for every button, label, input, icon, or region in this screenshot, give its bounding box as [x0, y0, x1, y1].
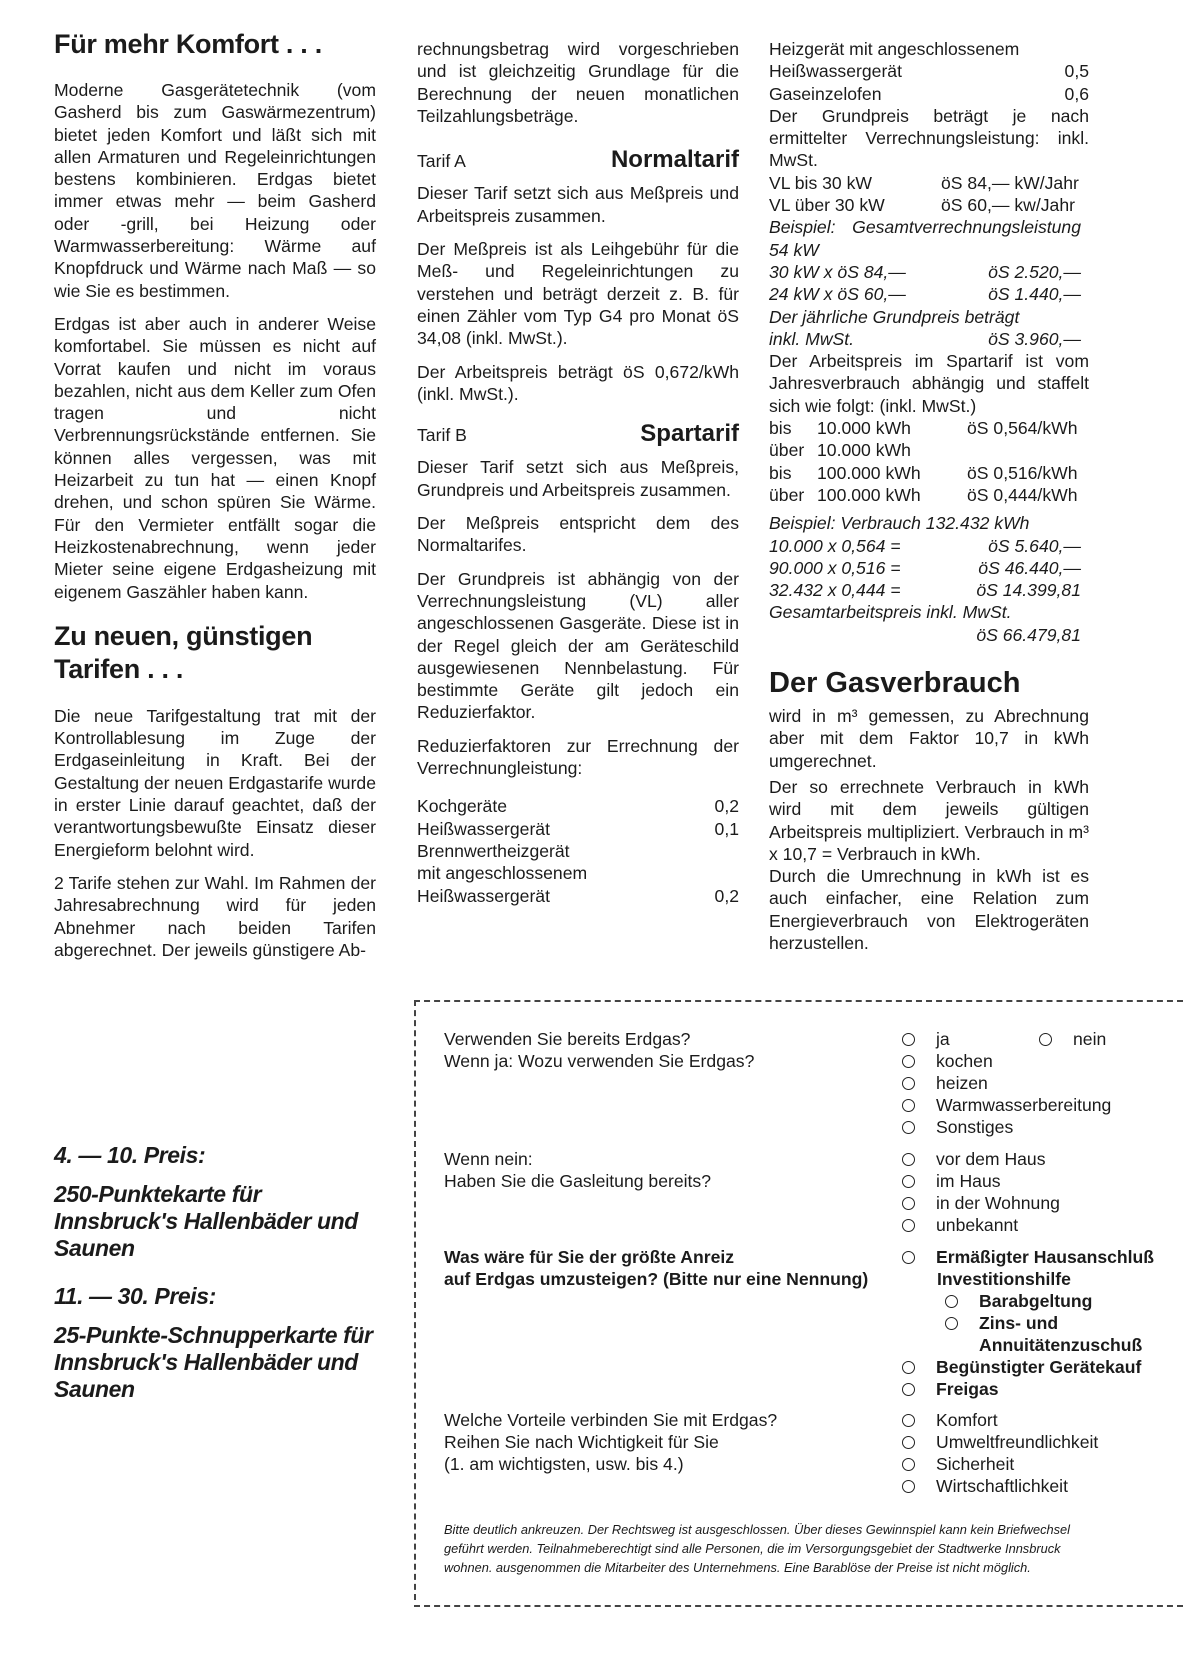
factor-row — [417, 885, 739, 907]
option-barabgeltung[interactable] — [902, 1290, 1182, 1312]
paragraph: Moderne Gasgerätetechnik (vom Gasherd bis zum Gaswärmezentrum) bietet jeden Komfort und läßt sich mit allen Armaturen und Regeleinrichtungen bestens kombinieren. Erdgas bietet immer etwas mehr — beim Gasherd oder -grill, bei Heizung oder Warmwasserbereitung: Wärme auf Knopfdruck und Wärme nach Maß — so wie Sie es bestimmen. — [54, 80, 376, 301]
tier-amount: 10.000 kWh — [817, 440, 911, 461]
radio-circle[interactable] — [902, 1219, 915, 1232]
prize-4-10 — [54, 1142, 374, 1262]
paragraph: Der so errechnete Verbrauch in kWh wird mit dem jeweils gültigen Arbeitspreis multipliziert. Verbrauch in m³ x 10,7 = Verbrauch in kWh. — [769, 776, 1089, 864]
option-sonstiges[interactable] — [902, 1116, 1182, 1138]
tier-cond: über — [769, 484, 805, 505]
factor-device: Gaseinzelofen — [769, 83, 882, 104]
factor-value: 0,6 — [1064, 83, 1089, 104]
survey-question-4 — [444, 1409, 904, 1475]
example-total-label: inkl. MwSt. — [769, 328, 855, 349]
option-label: unbekannt — [936, 1215, 1019, 1235]
question-text: Wenn ja: Wozu verwenden Sie Erdgas? — [444, 1051, 755, 1071]
option-label: ja — [936, 1029, 950, 1049]
factor-device: Heißwassergerät — [417, 818, 550, 839]
tier-price: öS 0,564/kWh — [967, 418, 1078, 439]
column-2 — [417, 38, 739, 907]
survey-options-4 — [902, 1409, 1182, 1497]
example-total: öS 66.479,81 — [976, 624, 1081, 645]
vl-label: VL über 30 kW — [769, 195, 885, 216]
paragraph: Reduzierfaktoren zur Errechnung der Verrechnungleistung: — [417, 735, 739, 779]
paragraph: Die neue Tarifgestaltung trat mit der Kontrollablesung im Zuge der Erdgaseinleitung in Kraft. Bei der Gestaltung der neuen Erdgastarife wurde in erster Linie darauf geachtet, daß der verantwortungsbewußte Einsatz dieser Energieform belohnt wird. — [54, 705, 376, 860]
option-im-haus[interactable] — [902, 1170, 1182, 1192]
survey-question-3 — [444, 1246, 904, 1290]
factor-row — [417, 862, 739, 884]
tier-price: öS 0,444/kWh — [967, 484, 1078, 505]
example-calc: 24 kW x öS 60,— — [769, 284, 906, 305]
disclaimer-line: wohnen. ausgenommen die Mitarbeiter des Unternehmens. Eine Barablöse der Preise ist nicht möglich. — [444, 1560, 1031, 1575]
factor-device: Brennwertheizgerät — [417, 840, 570, 861]
question-text: Reihen Sie nach Wichtigkeit für Sie — [444, 1432, 719, 1452]
question-text: Was wäre für Sie der größte Anreiz — [444, 1247, 735, 1267]
question-text: Haben Sie die Gasleitung bereits? — [444, 1171, 712, 1191]
radio-circle[interactable] — [902, 1153, 915, 1166]
option-freigas[interactable] — [902, 1378, 1182, 1400]
radio-circle[interactable] — [945, 1295, 958, 1308]
option-label: Begünstigter Gerätekauf — [936, 1357, 1142, 1377]
example-calc: 32.432 x 0,444 = — [769, 580, 901, 601]
option-label: Investitionshilfe — [937, 1269, 1071, 1289]
example-calc: 90.000 x 0,516 = — [769, 557, 901, 578]
option-label: Sonstiges — [936, 1117, 1014, 1137]
option-label: im Haus — [936, 1171, 1001, 1191]
option-ja[interactable] — [902, 1028, 1182, 1050]
paragraph: Der Arbeitspreis beträgt öS 0,672/kWh (inkl. MwSt.). — [417, 361, 739, 404]
paragraph: Der Meßpreis ist als Leihgebühr für die Meß- und Regeleinrichtungen zu verstehen und beträgt derzeit z. B. für einen Zähler vom Typ G4 pro Monat öS 34,08 (inkl. MwSt.). — [417, 239, 739, 349]
example-total-label: Der jährliche Grundpreis beträgt — [769, 306, 1020, 327]
option-komfort[interactable] — [902, 1409, 1182, 1431]
question-text: Wenn nein: — [444, 1149, 533, 1169]
prize-11-30 — [54, 1283, 374, 1403]
factor-value: 0,2 — [714, 796, 739, 817]
coupon-border-top — [414, 1000, 1183, 1002]
option-label: Umweltfreundlichkeit — [936, 1432, 1099, 1452]
radio-circle[interactable] — [902, 1121, 915, 1134]
survey-question-1 — [444, 1028, 904, 1072]
vl-price: öS 84,— kW/Jahr — [941, 172, 1079, 193]
option-zinszuschuss[interactable] — [902, 1312, 1182, 1334]
tier-amount: 100.000 kWh — [817, 484, 921, 505]
heading-mehr-komfort: Für mehr Komfort . . . — [54, 29, 322, 59]
radio-circle[interactable] — [1039, 1033, 1052, 1046]
option-label: Sicherheit — [936, 1454, 1015, 1474]
disclaimer-line: geführt werden. Teilnahmeberechtigt sind alle Personen, die im Versorgungsgebiet der Stadtwerke Innsbruck — [444, 1541, 1061, 1556]
tier-row — [769, 439, 1089, 461]
radio-circle[interactable] — [902, 1055, 915, 1068]
example-row — [769, 283, 1081, 305]
question-text: Verwenden Sie bereits Erdgas? — [444, 1029, 691, 1049]
disclaimer — [444, 1520, 1183, 1577]
example-total-label: Gesamtarbeitspreis inkl. MwSt. — [769, 602, 1012, 623]
factor-device: Heißwassergerät — [769, 61, 902, 82]
example-result: öS 1.440,— — [988, 284, 1081, 305]
column-3 — [769, 38, 1089, 954]
paragraph: Durch die Umrechnung in kWh ist es auch einfacher, eine Relation zum Energieverbrauch von Elektrogeräten herzustellen. — [769, 866, 1089, 953]
survey-options-3 — [902, 1246, 1182, 1400]
option-heizen[interactable] — [902, 1072, 1182, 1094]
radio-circle[interactable] — [902, 1175, 915, 1188]
factor-device: mit angeschlossenem — [417, 863, 588, 884]
paragraph: wird in m³ gemessen, zu Abrechnung aber mit dem Faktor 10,7 in kWh umgerechnet. — [769, 706, 1089, 771]
example-row — [769, 557, 1081, 579]
option-wirtschaftlichkeit[interactable] — [902, 1475, 1182, 1497]
tarif-b-name: Spartarif — [640, 420, 739, 448]
option-label: heizen — [936, 1073, 988, 1093]
tarif-b-label: Tarif B — [417, 425, 467, 446]
heading-neue-tarife: Zu neuen, günstigen Tarifen . . . — [54, 620, 313, 684]
option-in-der-wohnung[interactable] — [902, 1192, 1182, 1214]
tarif-a-header — [417, 146, 739, 174]
vl-price: öS 60,— kw/Jahr — [941, 195, 1075, 216]
radio-circle[interactable] — [902, 1077, 915, 1090]
radio-circle[interactable] — [902, 1197, 915, 1210]
factor-table — [417, 795, 739, 906]
rank-circle[interactable] — [902, 1414, 915, 1427]
option-label: Annuitätenzuschuß — [979, 1335, 1143, 1355]
coupon-border-bottom — [414, 1605, 1183, 1607]
option-investitionshilfe — [902, 1268, 1182, 1290]
tarif-a-name: Normaltarif — [610, 146, 739, 174]
factor-device: Kochgeräte — [417, 796, 507, 817]
option-label: nein — [1073, 1029, 1107, 1049]
tier-amount: 100.000 kWh — [817, 462, 921, 483]
example-result: öS 46.440,— — [978, 557, 1081, 578]
example-title: Beispiel: Gesamtverrechnungsleistung 54 kW — [769, 217, 1081, 260]
tier-price: öS 0,516/kWh — [967, 462, 1078, 483]
option-geraetekauf[interactable] — [902, 1356, 1182, 1378]
option-label: Komfort — [936, 1410, 998, 1430]
option-label: in der Wohnung — [936, 1193, 1060, 1213]
option-sicherheit[interactable] — [902, 1453, 1182, 1475]
survey-question-2 — [444, 1148, 904, 1192]
tier-row — [769, 484, 1089, 506]
paragraph: Der Grundpreis ist abhängig von der Verrechnungsleistung (VL) aller angeschlossenen Gasgeräte. Diese ist in der Regel gleich der am Geräteschild ausgewiesenen Nennbelastung. Für bestimmte Geräte gilt jedoch ein Reduzierfaktor. — [417, 568, 739, 723]
paragraph: 2 Tarife stehen zur Wahl. Im Rahmen der Jahresabrechnung wird für jeden Abnehmer nach beiden Tarifen abgerechnet. Der jeweils günstigere Ab- — [54, 872, 376, 960]
vl-row — [769, 172, 1089, 194]
paragraph: Dieser Tarif setzt sich aus Meßpreis, Grundpreis und Arbeitspreis zusammen. — [417, 457, 739, 500]
question-text: (1. am wichtigsten, usw. bis 4.) — [444, 1454, 684, 1474]
example-total: öS 3.960,— — [988, 328, 1081, 349]
tier-amount: 10.000 kWh — [817, 418, 911, 439]
option-label: kochen — [936, 1051, 993, 1071]
example-result: öS 14.399,81 — [976, 580, 1081, 601]
option-label: Warmwasserbereitung — [936, 1095, 1112, 1115]
survey-options-1 — [902, 1028, 1182, 1138]
option-umweltfreundlichkeit[interactable] — [902, 1431, 1182, 1453]
factor-row — [417, 840, 739, 862]
paragraph: Der Meßpreis entspricht dem des Normaltarifes. — [417, 513, 739, 556]
tier-row — [769, 417, 1089, 439]
prize-description: 25-Punkte-Schnupperkarte für Innsbruck's Hallenbäder und Saunen — [54, 1322, 373, 1402]
option-label: Barabgeltung — [979, 1291, 1093, 1311]
paragraph: Dieser Tarif setzt sich aus Meßpreis und Arbeitspreis zusammen. — [417, 183, 739, 226]
question-text: auf Erdgas umzusteigen? (Bitte nur eine Nennung) — [444, 1269, 869, 1289]
prize-title: 11. — 30. Preis: — [54, 1283, 216, 1309]
example-result: öS 2.520,— — [988, 261, 1081, 282]
option-label: Freigas — [936, 1379, 999, 1399]
radio-circle[interactable] — [902, 1033, 915, 1046]
text-line: Heizgerät mit angeschlossenem — [769, 39, 1020, 59]
option-vor-dem-haus[interactable] — [902, 1148, 1182, 1170]
tier-cond: bis — [769, 462, 792, 483]
rank-circle[interactable] — [902, 1458, 915, 1471]
option-label: Zins- und — [979, 1313, 1059, 1333]
survey-options-2 — [902, 1148, 1182, 1236]
paragraph: Erdgas ist aber auch in anderer Weise komfortabel. Sie müssen es nicht auf Vorrat kaufen und nicht im voraus bezahlen, nicht aus dem Keller zum Ofen tragen und nicht Verbrennungsrückstände entfernen. Sie können alles vergessen, was mit Heizarbeit zu tun hat — einen Knopf drehen, und schon spüren Sie Wärme. Für den Vermieter entfällt sogar die Heizkostenabrechnung, wenn jeder Mieter seine eigene Erdgasheizung mit eigenem Gaszähler haben kann. — [54, 313, 376, 602]
factor-row — [417, 795, 739, 817]
factor-row — [769, 83, 1089, 105]
option-label: vor dem Haus — [936, 1149, 1046, 1169]
tier-cond: über — [769, 440, 805, 461]
example-title: Beispiel: Verbrauch 132.432 kWh — [769, 513, 1030, 534]
factor-value: 0,5 — [1064, 61, 1089, 82]
option-kochen[interactable] — [902, 1050, 1182, 1072]
radio-circle[interactable] — [902, 1361, 915, 1374]
option-label: Wirtschaftlichkeit — [936, 1476, 1068, 1496]
option-warmwasser[interactable] — [902, 1094, 1182, 1116]
prize-title: 4. — 10. Preis: — [54, 1142, 206, 1168]
paragraph: Der Arbeitspreis im Spartarif ist vom Jahresverbrauch abhängig und staffelt sich wie folgt: (inkl. MwSt.) — [769, 351, 1089, 416]
disclaimer-line: Bitte deutlich ankreuzen. Der Rechtsweg ist ausgeschlossen. Über dieses Gewinnspiel kann kein Briefwechsel — [444, 1522, 1070, 1537]
heading-gasverbrauch: Der Gasverbrauch — [769, 667, 1021, 700]
example-total-row — [769, 328, 1081, 350]
tarif-a-label: Tarif A — [417, 151, 466, 172]
radio-circle[interactable] — [902, 1099, 915, 1112]
coupon-border-left — [414, 1000, 416, 1600]
tarif-b-header — [417, 420, 739, 448]
option-annuitaetenzuschuss — [902, 1334, 1182, 1356]
example-row — [769, 261, 1081, 283]
factor-value: 0,1 — [714, 818, 739, 839]
example-row — [769, 579, 1081, 601]
rank-circle[interactable] — [902, 1480, 915, 1493]
factor-row — [417, 818, 739, 840]
option-unbekannt[interactable] — [902, 1214, 1182, 1236]
factor-value: 0,2 — [714, 885, 739, 906]
example-calc: 10.000 x 0,564 = — [769, 535, 901, 556]
paragraph: rechnungsbetrag wird vorgeschrieben und ist gleichzeitig Grundlage für die Berechnung der neuen monatlichen Teilzahlungsbeträge. — [417, 39, 739, 126]
vl-row — [769, 194, 1089, 216]
radio-circle[interactable] — [902, 1251, 915, 1264]
option-label: Ermäßigter Hausanschluß — [936, 1247, 1155, 1267]
vl-label: VL bis 30 kW — [769, 172, 872, 193]
rank-circle[interactable] — [902, 1436, 915, 1449]
radio-circle[interactable] — [902, 1383, 915, 1396]
question-text: Welche Vorteile verbinden Sie mit Erdgas? — [444, 1410, 778, 1430]
prize-description: 250-Punktekarte für Innsbruck's Hallenbäder und Saunen — [54, 1181, 358, 1261]
example-result: öS 5.640,— — [988, 535, 1081, 556]
option-hausanschluss[interactable] — [902, 1246, 1182, 1268]
paragraph: Der Grundpreis beträgt je nach ermittelter Verrechnungsleistung: inkl. MwSt. — [769, 105, 1089, 171]
tier-row — [769, 462, 1089, 484]
factor-row — [769, 60, 1089, 82]
radio-circle[interactable] — [945, 1317, 958, 1330]
column-1 — [54, 28, 376, 972]
factor-device: Heißwassergerät — [417, 885, 550, 906]
example-calc: 30 kW x öS 84,— — [769, 261, 906, 282]
tier-cond: bis — [769, 418, 792, 439]
example-row — [769, 535, 1081, 557]
